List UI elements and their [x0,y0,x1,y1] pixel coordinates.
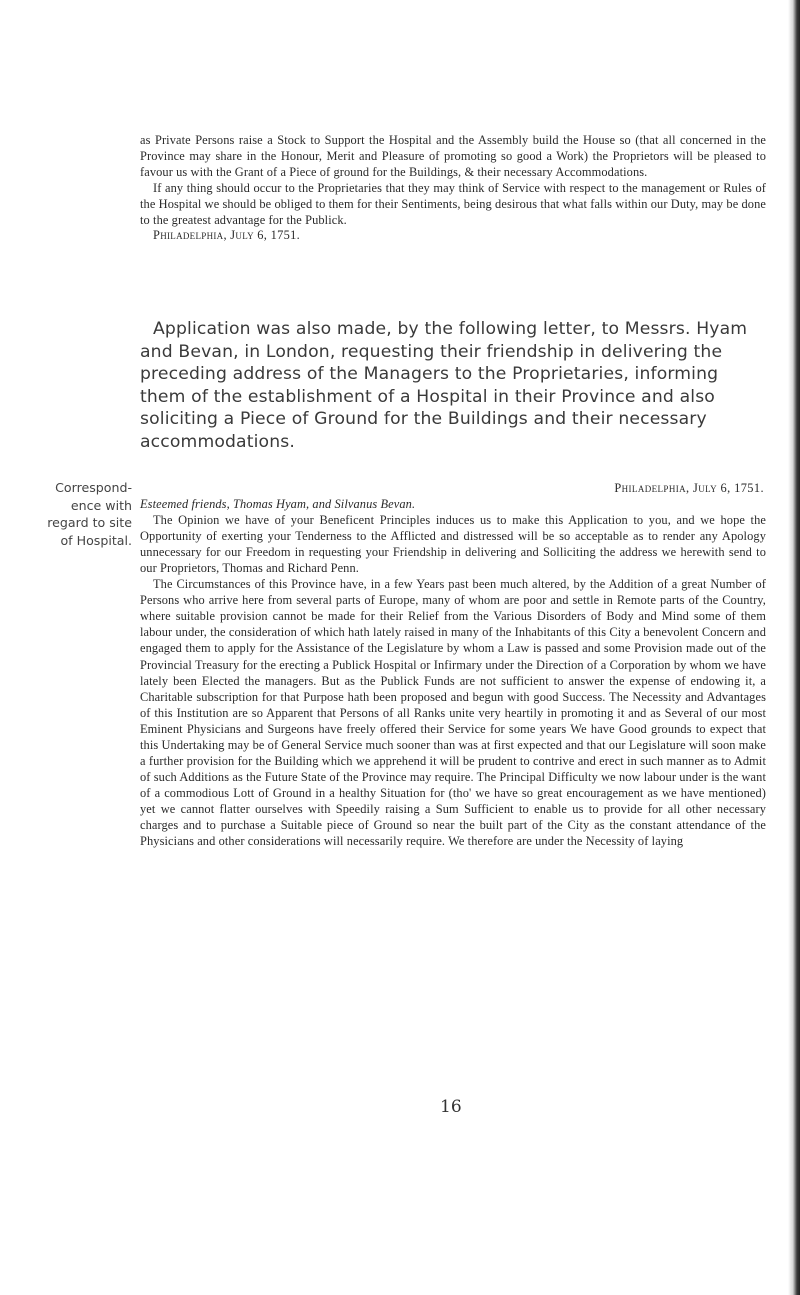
margin-note-line: of Hospital. [60,532,132,548]
first-dateline: Philadelphia, July 6, 1751. [153,228,300,243]
letter-block [140,480,766,849]
lead-paragraph [140,318,768,454]
margin-note-line: ence with [70,497,132,513]
opening-text-block [140,133,766,244]
margin-note-line: Correspond- [55,480,132,495]
scan-edge-shadow [788,0,800,1295]
margin-note [20,479,132,549]
letter-salutation: Esteemed friends, Thomas Hyam, and Silvanus Bevan. [140,497,416,512]
lead-text: Application was also made, by the following letter, to Messrs. Hyam and Bevan, in London, requesting their friendship in delivering the preceding address of the Managers to the Proprietaries, informing them of the establishment of a Hospital in their Province and also soliciting a Piece of Ground for the Buildings and their necessary accommodations. [140,319,748,452]
page-number: 16 [440,1097,462,1117]
letter-dateline: Philadelphia, July 6, 1751. [614,481,764,495]
letter-paragraph: The Circumstances of this Province have, in a few Years past been much altered, by the Addition of a great Number of Persons who arrive here from several parts of Europe, many of whom are poor and settle in Remote parts of the Country, where suitable provision cannot be made for their Relief from the Various Disorders of Body and Mind some of them labour under, the consideration of which hath lately raised in many of the Inhabitants of this City a benevolent Concern and engaged them to apply for the Assistance of the Legislature by whom a Law is passed and some Provision made out of the Provincial Treasury for the erecting a Publick Hospital or Infirmary under the Direction of a Corporation by whom we have lately been Elected the managers. But as the Publick Funds are not sufficient to answer the expense of endowing it, a Charitable subscription for that Purpose hath been proposed and begun with good Success. The Necessity and Advantages of this Institution are so Apparent that Persons of all Ranks unite very heartily in promoting it and as Several of our most Eminent Physicians and Surgeons have freely offered their Service for some years We have Good grounds to expect that this Undertaking may be of General Service much sooner than was at first expected and that our Legislature will soon make a further provision for the Building which we apprehend it will be prudent to contrive and erect in such manner as to Admit of such Additions as the Future State of the Province may require. The Principal Difficulty we now labour under is the want of a commodious Lott of Ground in a healthy Situation for (tho' we have so great encouragement as we have mentioned) yet we cannot flatter ourselves with Speedily raising a Sum Sufficient to enable us to provide for all other necessary charges and to purchase a Suitable piece of Ground so near the built part of the City as the constant attendance of the Physicians and other considerations will necessarily require. We therefore are under the Necessity of laying [140,577,766,849]
letter-paragraph: The Opinion we have of your Beneficent Principles induces us to make this Application to you, and we hope the Opportunity of exerting your Tenderness to the Afflicted and distressed will be so acceptable as to render any Apology unnecessary for our Freedom in requesting your Friendship in delivering and Solliciting the address we herewith send to our Proprietors, Thomas and Richard Penn. [140,513,766,576]
margin-note-line: regard to site [47,515,132,530]
second-paragraph: If any thing should occur to the Proprietaries that they may think of Service with respect to the management or Rules of the Hospital we should be obliged to them for their Sentiments, being desirous that what falls within our Duty, may be done to the greatest advantage for the Publick. [140,180,766,227]
opening-paragraph: as Private Persons raise a Stock to Support the Hospital and the Assembly build the House so (that all concerned in the Province may share in the Honour, Merit and Pleasure of promoting so good a Work) the Proprietors will be pleased to favour us with the Grant of a Piece of ground for the Buildings, & their necessary Accommodations. [140,133,766,179]
